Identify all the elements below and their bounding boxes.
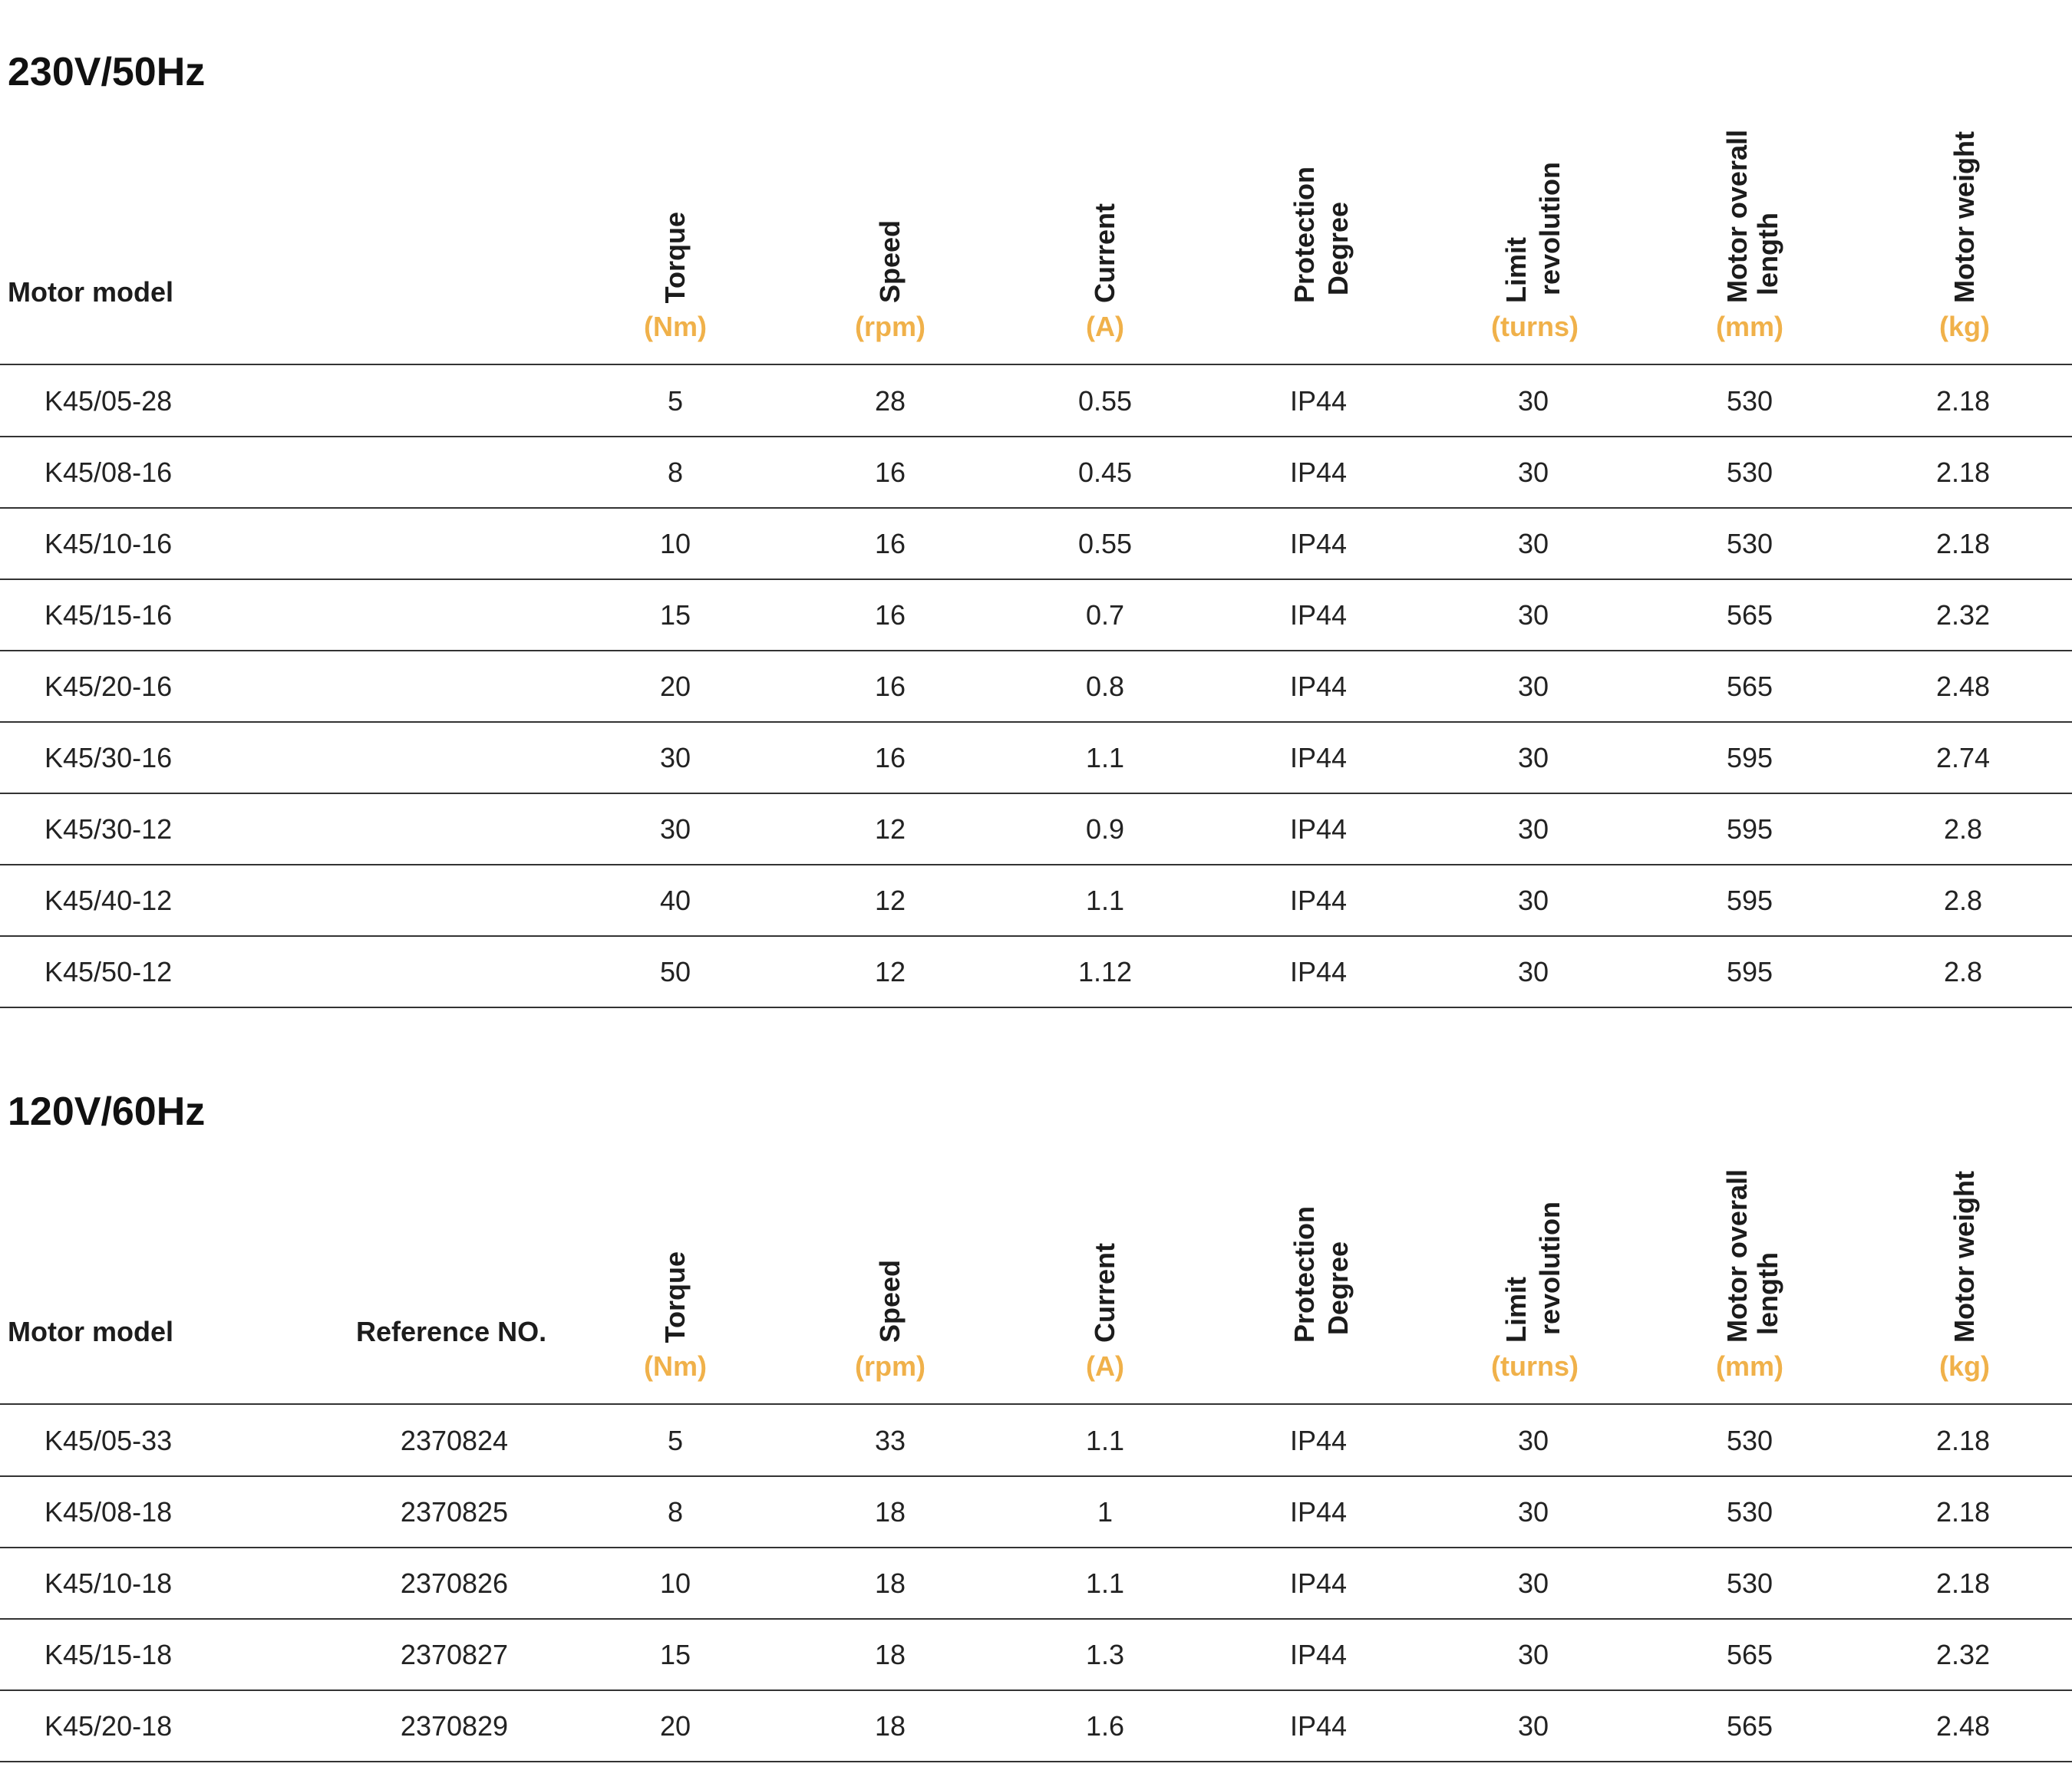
header-speed-label: Speed bbox=[874, 219, 906, 303]
cell-weight: 2.8 bbox=[1943, 813, 1983, 845]
cell-weight: 2.32 bbox=[1935, 1639, 1991, 1670]
cell-weight: 2.48 bbox=[1935, 1710, 1991, 1742]
cell-limit: 30 bbox=[1517, 813, 1549, 845]
table-row bbox=[0, 1406, 2072, 1477]
header-limit-label-1: Limit bbox=[1500, 1277, 1532, 1343]
cell-limit: 30 bbox=[1517, 1639, 1549, 1670]
cell-speed: 16 bbox=[874, 528, 906, 559]
header-torque-label: Torque bbox=[659, 211, 691, 303]
header-limit-label-1: Limit bbox=[1500, 237, 1532, 303]
cell-torque: 30 bbox=[659, 742, 691, 773]
header-length-unit-wrap bbox=[1673, 1350, 1826, 1389]
cell-motor-model: K45/05-33 bbox=[45, 1425, 173, 1456]
cell-speed: 18 bbox=[874, 1567, 906, 1599]
section-title-120v: 120V/60Hz bbox=[8, 1089, 206, 1134]
header-protection-label-2: Degree bbox=[1322, 1241, 1354, 1335]
header-limit-unit: (turns) bbox=[1491, 1350, 1579, 1382]
cell-motor-model: K45/40-12 bbox=[45, 885, 173, 916]
header-speed bbox=[813, 92, 967, 303]
table-row bbox=[0, 580, 2072, 651]
cell-current: 1.6 bbox=[1085, 1710, 1125, 1742]
cell-protection: IP44 bbox=[1289, 885, 1348, 916]
table-row bbox=[0, 509, 2072, 580]
header-protection-label-2: Degree bbox=[1322, 201, 1354, 295]
cell-length: 530 bbox=[1726, 385, 1773, 417]
cell-limit: 30 bbox=[1517, 1496, 1549, 1528]
cell-torque: 15 bbox=[659, 1639, 691, 1670]
cell-length: 565 bbox=[1726, 599, 1773, 631]
cell-current: 0.7 bbox=[1085, 599, 1125, 631]
cell-speed: 28 bbox=[874, 385, 906, 417]
cell-motor-model: K45/30-16 bbox=[45, 742, 173, 773]
header-speed-unit-wrap bbox=[813, 311, 967, 349]
cell-current: 0.8 bbox=[1085, 671, 1125, 702]
cell-current: 1.1 bbox=[1085, 1425, 1125, 1456]
cell-torque: 15 bbox=[659, 599, 691, 631]
cell-protection: IP44 bbox=[1289, 1425, 1348, 1456]
cell-speed: 16 bbox=[874, 457, 906, 488]
header-length bbox=[1673, 115, 1826, 303]
header-length bbox=[1673, 1155, 1826, 1343]
cell-torque: 5 bbox=[667, 385, 684, 417]
cell-limit: 30 bbox=[1517, 385, 1549, 417]
cell-torque: 10 bbox=[659, 528, 691, 559]
row-rule bbox=[0, 1007, 2072, 1008]
table-row bbox=[0, 1691, 2072, 1762]
table-row bbox=[0, 1477, 2072, 1548]
cell-reference-no: 2370829 bbox=[400, 1710, 509, 1742]
cell-protection: IP44 bbox=[1289, 671, 1348, 702]
cell-current: 1.3 bbox=[1085, 1639, 1125, 1670]
cell-length: 565 bbox=[1726, 671, 1773, 702]
header-length-label-2: length bbox=[1752, 213, 1783, 295]
cell-protection: IP44 bbox=[1289, 742, 1348, 773]
cell-weight: 2.8 bbox=[1943, 885, 1983, 916]
header-speed bbox=[813, 1132, 967, 1343]
cell-reference-no: 2370825 bbox=[400, 1496, 509, 1528]
cell-current: 0.55 bbox=[1077, 385, 1133, 417]
cell-weight: 2.48 bbox=[1935, 671, 1991, 702]
header-speed-unit: (rpm) bbox=[855, 1350, 925, 1382]
header-length-unit: (mm) bbox=[1716, 1350, 1783, 1382]
header-current-unit: (A) bbox=[1086, 311, 1124, 342]
cell-protection: IP44 bbox=[1289, 1639, 1348, 1670]
cell-speed: 18 bbox=[874, 1639, 906, 1670]
cell-length: 595 bbox=[1726, 813, 1773, 845]
cell-weight: 2.18 bbox=[1935, 1425, 1991, 1456]
cell-limit: 30 bbox=[1517, 599, 1549, 631]
header-motor-model: Motor model bbox=[8, 1316, 173, 1347]
cell-weight: 2.18 bbox=[1935, 528, 1991, 559]
table-row bbox=[0, 366, 2072, 437]
header-weight bbox=[1888, 115, 2041, 303]
cell-length: 530 bbox=[1726, 1567, 1773, 1599]
cell-length: 530 bbox=[1726, 1496, 1773, 1528]
header-limit-unit: (turns) bbox=[1491, 311, 1579, 342]
cell-protection: IP44 bbox=[1289, 528, 1348, 559]
cell-speed: 12 bbox=[874, 813, 906, 845]
header-torque-unit-wrap bbox=[599, 311, 752, 349]
header-weight-unit: (kg) bbox=[1939, 1350, 1990, 1382]
header-length-label-1: Motor overall bbox=[1721, 1169, 1753, 1343]
cell-length: 530 bbox=[1726, 1425, 1773, 1456]
header-current-label: Current bbox=[1089, 1242, 1120, 1343]
header-torque-label: Torque bbox=[659, 1251, 691, 1343]
cell-torque: 10 bbox=[659, 1567, 691, 1599]
cell-current: 0.55 bbox=[1077, 528, 1133, 559]
header-torque-unit: (Nm) bbox=[644, 311, 707, 342]
cell-motor-model: K45/20-18 bbox=[45, 1710, 173, 1742]
header-limit-unit-wrap bbox=[1458, 311, 1612, 349]
cell-weight: 2.32 bbox=[1935, 599, 1991, 631]
header-length-label-2: length bbox=[1752, 1252, 1783, 1335]
header-current bbox=[1028, 92, 1182, 303]
cell-protection: IP44 bbox=[1289, 1567, 1348, 1599]
header-current bbox=[1028, 1132, 1182, 1343]
header-length-unit: (mm) bbox=[1716, 311, 1783, 342]
section-title-230v: 230V/50Hz bbox=[8, 50, 206, 94]
header-weight-unit-wrap bbox=[1888, 311, 2041, 349]
header-protection-label-1: Protection bbox=[1288, 1205, 1320, 1343]
cell-length: 595 bbox=[1726, 742, 1773, 773]
cell-length: 595 bbox=[1726, 885, 1773, 916]
cell-limit: 30 bbox=[1517, 457, 1549, 488]
header-weight-unit-wrap bbox=[1888, 1350, 2041, 1389]
cell-length: 530 bbox=[1726, 457, 1773, 488]
cell-motor-model: K45/08-16 bbox=[45, 457, 173, 488]
header-weight-label: Motor weight bbox=[1948, 1171, 1980, 1343]
cell-motor-model: K45/20-16 bbox=[45, 671, 173, 702]
cell-torque: 20 bbox=[659, 1710, 691, 1742]
header-current-label: Current bbox=[1089, 203, 1120, 303]
header-motor-model: Motor model bbox=[8, 276, 173, 308]
cell-protection: IP44 bbox=[1289, 599, 1348, 631]
header-length-unit-wrap bbox=[1673, 311, 1826, 349]
header-length-label-1: Motor overall bbox=[1721, 129, 1753, 303]
cell-limit: 30 bbox=[1517, 671, 1549, 702]
cell-weight: 2.18 bbox=[1935, 457, 1991, 488]
table-row bbox=[0, 794, 2072, 865]
cell-limit: 30 bbox=[1517, 1710, 1549, 1742]
header-limit bbox=[1458, 92, 1612, 303]
header-torque bbox=[599, 92, 752, 303]
cell-speed: 16 bbox=[874, 742, 906, 773]
cell-reference-no: 2370826 bbox=[400, 1567, 509, 1599]
cell-reference-no: 2370827 bbox=[400, 1639, 509, 1670]
cell-speed: 16 bbox=[874, 671, 906, 702]
cell-torque: 40 bbox=[659, 885, 691, 916]
cell-speed: 18 bbox=[874, 1710, 906, 1742]
cell-limit: 30 bbox=[1517, 956, 1549, 987]
cell-protection: IP44 bbox=[1289, 385, 1348, 417]
header-protection-label-1: Protection bbox=[1288, 166, 1320, 303]
cell-protection: IP44 bbox=[1289, 956, 1348, 987]
header-current-unit: (A) bbox=[1086, 1350, 1124, 1382]
cell-current: 0.9 bbox=[1085, 813, 1125, 845]
cell-weight: 2.18 bbox=[1935, 1567, 1991, 1599]
cell-limit: 30 bbox=[1517, 528, 1549, 559]
cell-speed: 12 bbox=[874, 956, 906, 987]
cell-motor-model: K45/10-18 bbox=[45, 1567, 173, 1599]
cell-torque: 50 bbox=[659, 956, 691, 987]
cell-protection: IP44 bbox=[1289, 457, 1348, 488]
header-reference-no: Reference NO. bbox=[356, 1316, 547, 1347]
cell-protection: IP44 bbox=[1289, 1496, 1348, 1528]
cell-current: 1.12 bbox=[1077, 956, 1133, 987]
table-row bbox=[0, 723, 2072, 794]
header-speed-unit: (rpm) bbox=[855, 311, 925, 342]
header-speed-label: Speed bbox=[874, 1259, 906, 1343]
table-row bbox=[0, 1548, 2072, 1620]
cell-length: 530 bbox=[1726, 528, 1773, 559]
header-protection bbox=[1243, 92, 1397, 303]
cell-motor-model: K45/05-28 bbox=[45, 385, 173, 417]
header-rule-230v bbox=[0, 364, 2072, 365]
cell-protection: IP44 bbox=[1289, 1710, 1348, 1742]
header-weight-label: Motor weight bbox=[1948, 131, 1980, 303]
cell-limit: 30 bbox=[1517, 742, 1549, 773]
header-rule-120v bbox=[0, 1403, 2072, 1405]
header-limit-label-2: revolution bbox=[1534, 1201, 1566, 1335]
header-weight bbox=[1888, 1155, 2041, 1343]
cell-reference-no: 2370824 bbox=[400, 1425, 509, 1456]
header-protection bbox=[1243, 1132, 1397, 1343]
header-speed-unit-wrap bbox=[813, 1350, 967, 1389]
header-torque-unit-wrap bbox=[599, 1350, 752, 1389]
cell-length: 595 bbox=[1726, 956, 1773, 987]
table-row bbox=[0, 937, 2072, 1008]
header-limit bbox=[1458, 1132, 1612, 1343]
cell-limit: 30 bbox=[1517, 1425, 1549, 1456]
row-rule bbox=[0, 1761, 2072, 1762]
cell-weight: 2.18 bbox=[1935, 1496, 1991, 1528]
cell-limit: 30 bbox=[1517, 1567, 1549, 1599]
cell-motor-model: K45/15-18 bbox=[45, 1639, 173, 1670]
cell-motor-model: K45/50-12 bbox=[45, 956, 173, 987]
cell-length: 565 bbox=[1726, 1710, 1773, 1742]
header-weight-unit: (kg) bbox=[1939, 311, 1990, 342]
header-torque bbox=[599, 1132, 752, 1343]
cell-limit: 30 bbox=[1517, 885, 1549, 916]
cell-protection: IP44 bbox=[1289, 813, 1348, 845]
cell-torque: 30 bbox=[659, 813, 691, 845]
table-row bbox=[0, 437, 2072, 509]
table-row bbox=[0, 651, 2072, 723]
cell-current: 1 bbox=[1097, 1496, 1114, 1528]
cell-speed: 16 bbox=[874, 599, 906, 631]
header-current-unit-wrap bbox=[1028, 311, 1182, 349]
cell-weight: 2.74 bbox=[1935, 742, 1991, 773]
cell-torque: 20 bbox=[659, 671, 691, 702]
cell-current: 1.1 bbox=[1085, 1567, 1125, 1599]
cell-length: 565 bbox=[1726, 1639, 1773, 1670]
cell-speed: 12 bbox=[874, 885, 906, 916]
table-row bbox=[0, 865, 2072, 937]
table-row bbox=[0, 1620, 2072, 1691]
cell-torque: 8 bbox=[667, 457, 684, 488]
cell-current: 1.1 bbox=[1085, 885, 1125, 916]
cell-current: 1.1 bbox=[1085, 742, 1125, 773]
cell-torque: 5 bbox=[667, 1425, 684, 1456]
cell-motor-model: K45/30-12 bbox=[45, 813, 173, 845]
header-limit-label-2: revolution bbox=[1534, 161, 1566, 295]
header-torque-unit: (Nm) bbox=[644, 1350, 707, 1382]
cell-current: 0.45 bbox=[1077, 457, 1133, 488]
cell-weight: 2.18 bbox=[1935, 385, 1991, 417]
cell-weight: 2.8 bbox=[1943, 956, 1983, 987]
cell-speed: 33 bbox=[874, 1425, 906, 1456]
cell-motor-model: K45/08-18 bbox=[45, 1496, 173, 1528]
header-current-unit-wrap bbox=[1028, 1350, 1182, 1389]
cell-motor-model: K45/10-16 bbox=[45, 528, 173, 559]
cell-torque: 8 bbox=[667, 1496, 684, 1528]
cell-speed: 18 bbox=[874, 1496, 906, 1528]
header-limit-unit-wrap bbox=[1458, 1350, 1612, 1389]
cell-motor-model: K45/15-16 bbox=[45, 599, 173, 631]
